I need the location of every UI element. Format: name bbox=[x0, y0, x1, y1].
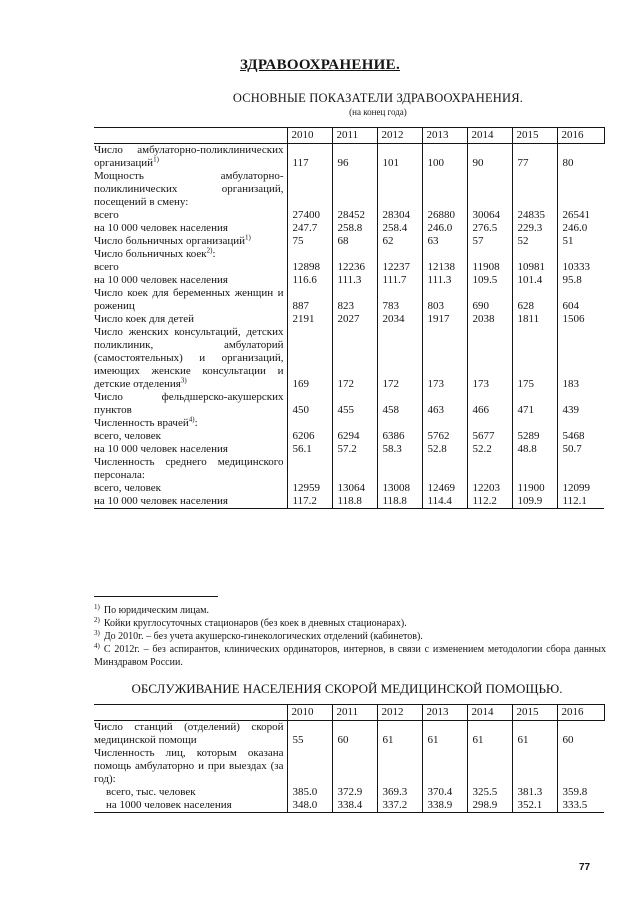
footnote-ref: 1) bbox=[245, 233, 251, 242]
cell-value bbox=[332, 747, 377, 786]
year-header: 2010 bbox=[287, 128, 332, 144]
cell-value bbox=[377, 248, 422, 261]
cell-value: 463 bbox=[422, 391, 467, 417]
cell-value: 1917 bbox=[422, 313, 467, 326]
cell-value bbox=[287, 456, 332, 482]
footnote-text: Койки круглосуточных стационаров (без коек в дневных стационарах). bbox=[103, 618, 407, 629]
page-title: ЗДРАВООХРАНЕНИЕ. bbox=[239, 57, 401, 73]
cell-value bbox=[512, 747, 557, 786]
footnote-ref: 3) bbox=[180, 376, 187, 385]
cell-value bbox=[467, 456, 512, 482]
row-label: Численность врачей$^{4)}$: bbox=[94, 415, 198, 429]
cell-value: 27400 bbox=[287, 209, 332, 222]
footnotes bbox=[94, 604, 606, 669]
table-row bbox=[94, 456, 604, 482]
cell-value: 51 bbox=[557, 235, 604, 248]
cell-value bbox=[557, 170, 604, 209]
cell-value: 60 bbox=[557, 721, 604, 748]
cell-value bbox=[557, 248, 604, 261]
cell-value: 13064 bbox=[332, 482, 377, 495]
cell-value bbox=[377, 747, 422, 786]
table-row bbox=[94, 274, 604, 287]
table-row bbox=[94, 261, 604, 274]
table-row bbox=[94, 417, 604, 430]
table-row bbox=[94, 144, 604, 171]
cell-value: 100 bbox=[422, 144, 467, 171]
row-label: на 1000 человек населения bbox=[94, 799, 287, 813]
cell-value: 458 bbox=[377, 391, 422, 417]
cell-value: 172 bbox=[332, 326, 377, 391]
table-row bbox=[94, 170, 604, 209]
cell-value: 359.8 bbox=[557, 786, 604, 799]
cell-value bbox=[557, 747, 604, 786]
cell-value: 246.0 bbox=[557, 222, 604, 235]
cell-value: 172 bbox=[377, 326, 422, 391]
table-note: (на конец года) bbox=[349, 107, 407, 117]
cell-value bbox=[512, 456, 557, 482]
cell-value: 101.4 bbox=[512, 274, 557, 287]
cell-value: 58.3 bbox=[377, 443, 422, 456]
footnote bbox=[94, 604, 606, 617]
cell-value: 80 bbox=[557, 144, 604, 171]
cell-value: 783 bbox=[377, 287, 422, 313]
table-header-row bbox=[94, 128, 604, 144]
cell-value: 26880 bbox=[422, 209, 467, 222]
cell-value: 2191 bbox=[287, 313, 332, 326]
cell-value: 5468 bbox=[557, 430, 604, 443]
cell-value: 247.7 bbox=[287, 222, 332, 235]
cell-value: 12237 bbox=[377, 261, 422, 274]
cell-value: 333.5 bbox=[557, 799, 604, 813]
row-label: всего bbox=[94, 209, 119, 221]
cell-value: 116.6 bbox=[287, 274, 332, 287]
ambulance-section-title: ОБСЛУЖИВАНИЕ НАСЕЛЕНИЯ СКОРОЙ МЕДИЦИНСКОЙ ПОМОЩЬЮ. bbox=[131, 681, 563, 696]
cell-value bbox=[557, 456, 604, 482]
cell-value bbox=[287, 417, 332, 430]
cell-value: 12203 bbox=[467, 482, 512, 495]
cell-value: 6386 bbox=[377, 430, 422, 443]
cell-value: 111.3 bbox=[422, 274, 467, 287]
year-header: 2016 bbox=[557, 128, 604, 144]
cell-value bbox=[512, 417, 557, 430]
year-header: 2012 bbox=[377, 705, 422, 721]
year-header: 2014 bbox=[467, 128, 512, 144]
cell-value bbox=[467, 747, 512, 786]
cell-value: 466 bbox=[467, 391, 512, 417]
page-number: 77 bbox=[579, 862, 591, 873]
cell-value: 6294 bbox=[332, 430, 377, 443]
cell-value: 2038 bbox=[467, 313, 512, 326]
cell-value: 455 bbox=[332, 391, 377, 417]
cell-value: 12898 bbox=[287, 261, 332, 274]
cell-value: 118.8 bbox=[377, 495, 422, 509]
cell-value: 2027 bbox=[332, 313, 377, 326]
cell-value: 690 bbox=[467, 287, 512, 313]
row-label: на 10 000 человек населения bbox=[94, 222, 228, 234]
cell-value: 298.9 bbox=[467, 799, 512, 813]
cell-value: 352.1 bbox=[512, 799, 557, 813]
cell-value bbox=[287, 170, 332, 209]
footnote-mark: 1) bbox=[94, 602, 100, 611]
cell-value: 169 bbox=[287, 326, 332, 391]
footnote bbox=[94, 630, 606, 643]
table-row bbox=[94, 313, 604, 326]
cell-value: 63 bbox=[422, 235, 467, 248]
footnote-text: До 2010г. – без учета акушерско-гинекологических отделений (кабинетов). bbox=[103, 631, 423, 642]
table-row bbox=[94, 209, 604, 222]
cell-value bbox=[467, 248, 512, 261]
cell-value: 348.0 bbox=[287, 799, 332, 813]
footnote-mark: 2) bbox=[94, 615, 100, 624]
cell-value: 109.9 bbox=[512, 495, 557, 509]
footnote-mark: 3) bbox=[94, 628, 100, 637]
footnote-ref: 2) bbox=[206, 246, 213, 255]
row-label: Число коек для беременных женщин и рожениц bbox=[94, 287, 284, 312]
cell-value: 52.2 bbox=[467, 443, 512, 456]
table-row bbox=[94, 747, 604, 786]
table-row bbox=[94, 287, 604, 313]
year-header: 2011 bbox=[332, 128, 377, 144]
cell-value: 60 bbox=[332, 721, 377, 748]
table-header-row bbox=[94, 705, 604, 721]
cell-value bbox=[422, 456, 467, 482]
cell-value bbox=[467, 417, 512, 430]
cell-value: 385.0 bbox=[287, 786, 332, 799]
cell-value: 10333 bbox=[557, 261, 604, 274]
row-label: Мощность амбулаторно-поликлинических организаций, посещений в смену: bbox=[94, 170, 284, 208]
row-label: Численность лиц, которым оказана помощь амбулаторно и при выездах (за год): bbox=[94, 747, 284, 785]
table-row bbox=[94, 721, 604, 748]
cell-value: 887 bbox=[287, 287, 332, 313]
cell-value: 26541 bbox=[557, 209, 604, 222]
cell-value: 439 bbox=[557, 391, 604, 417]
cell-value: 12469 bbox=[422, 482, 467, 495]
cell-value: 5677 bbox=[467, 430, 512, 443]
cell-value bbox=[287, 248, 332, 261]
cell-value: 30064 bbox=[467, 209, 512, 222]
cell-value bbox=[332, 417, 377, 430]
cell-value: 52 bbox=[512, 235, 557, 248]
year-header: 2013 bbox=[422, 128, 467, 144]
cell-value: 61 bbox=[377, 721, 422, 748]
year-header: 2011 bbox=[332, 705, 377, 721]
footnote-text: По юридическим лицам. bbox=[103, 605, 209, 616]
cell-value: 450 bbox=[287, 391, 332, 417]
row-label: на 10 000 человек населения bbox=[94, 443, 228, 455]
cell-value bbox=[512, 170, 557, 209]
table-row bbox=[94, 248, 604, 261]
cell-value: 372.9 bbox=[332, 786, 377, 799]
cell-value: 68 bbox=[332, 235, 377, 248]
cell-value: 24835 bbox=[512, 209, 557, 222]
cell-value: 56.1 bbox=[287, 443, 332, 456]
cell-value: 183 bbox=[557, 326, 604, 391]
health-indicators-table bbox=[94, 127, 605, 509]
cell-value: 5289 bbox=[512, 430, 557, 443]
cell-value bbox=[422, 417, 467, 430]
footnote bbox=[94, 617, 606, 630]
row-label: Число коек для детей bbox=[94, 313, 195, 325]
cell-value: 61 bbox=[422, 721, 467, 748]
year-header: 2015 bbox=[512, 128, 557, 144]
row-label: Число амбулаторно-поликлинических организаций$^{1)}$ bbox=[94, 144, 284, 169]
row-label: всего bbox=[94, 261, 119, 273]
cell-value: 57 bbox=[467, 235, 512, 248]
table-row bbox=[94, 443, 604, 456]
cell-value: 75 bbox=[287, 235, 332, 248]
cell-value: 52.8 bbox=[422, 443, 467, 456]
cell-value: 62 bbox=[377, 235, 422, 248]
cell-value: 370.4 bbox=[422, 786, 467, 799]
table-row bbox=[94, 482, 604, 495]
cell-value: 112.2 bbox=[467, 495, 512, 509]
row-label: всего, тыс. человек bbox=[106, 786, 196, 798]
cell-value: 111.7 bbox=[377, 274, 422, 287]
footnote-text: С 2012г. – без аспирантов, клинических ординаторов, интернов, в связи с изменением методологии сбора данных Минздравом России. bbox=[94, 644, 606, 668]
year-header: 2016 bbox=[557, 705, 604, 721]
cell-value: 276.5 bbox=[467, 222, 512, 235]
year-header: 2014 bbox=[467, 705, 512, 721]
year-header: 2015 bbox=[512, 705, 557, 721]
cell-value: 628 bbox=[512, 287, 557, 313]
cell-value bbox=[332, 248, 377, 261]
cell-value: 803 bbox=[422, 287, 467, 313]
cell-value: 12099 bbox=[557, 482, 604, 495]
cell-value: 48.8 bbox=[512, 443, 557, 456]
table-row bbox=[94, 430, 604, 443]
cell-value: 118.8 bbox=[332, 495, 377, 509]
cell-value: 229.3 bbox=[512, 222, 557, 235]
cell-value: 111.3 bbox=[332, 274, 377, 287]
cell-value bbox=[422, 747, 467, 786]
ambulance-table bbox=[94, 704, 605, 813]
cell-value: 117.2 bbox=[287, 495, 332, 509]
cell-value: 50.7 bbox=[557, 443, 604, 456]
cell-value: 369.3 bbox=[377, 786, 422, 799]
cell-value: 471 bbox=[512, 391, 557, 417]
cell-value: 28304 bbox=[377, 209, 422, 222]
cell-value bbox=[422, 248, 467, 261]
cell-value: 57.2 bbox=[332, 443, 377, 456]
row-label: Число фельдшерско-акушерских пунктов bbox=[94, 391, 284, 416]
cell-value: 61 bbox=[512, 721, 557, 748]
cell-value bbox=[467, 170, 512, 209]
cell-value: 2034 bbox=[377, 313, 422, 326]
row-label: Число больничных коек$^{2)}$: bbox=[94, 246, 216, 260]
row-label: всего, человек bbox=[94, 430, 162, 442]
cell-value: 101 bbox=[377, 144, 422, 171]
cell-value: 11900 bbox=[512, 482, 557, 495]
cell-value: 109.5 bbox=[467, 274, 512, 287]
cell-value: 55 bbox=[287, 721, 332, 748]
cell-value: 12138 bbox=[422, 261, 467, 274]
cell-value: 246.0 bbox=[422, 222, 467, 235]
health-indicators-title: ОСНОВНЫЕ ПОКАЗАТЕЛИ ЗДРАВООХРАНЕНИЯ. bbox=[232, 91, 524, 105]
year-header: 2012 bbox=[377, 128, 422, 144]
table-row bbox=[94, 326, 604, 391]
table-row bbox=[94, 799, 604, 813]
footnote-ref: 1) bbox=[153, 155, 159, 164]
cell-value: 173 bbox=[467, 326, 512, 391]
cell-value bbox=[377, 417, 422, 430]
cell-value: 258.8 bbox=[332, 222, 377, 235]
cell-value: 95.8 bbox=[557, 274, 604, 287]
cell-value: 90 bbox=[467, 144, 512, 171]
cell-value: 13008 bbox=[377, 482, 422, 495]
cell-value bbox=[287, 747, 332, 786]
cell-value: 325.5 bbox=[467, 786, 512, 799]
row-label: Численность среднего медицинского персонала: bbox=[94, 456, 284, 481]
cell-value: 338.9 bbox=[422, 799, 467, 813]
footnote-ref: 4) bbox=[188, 415, 195, 424]
cell-value bbox=[422, 170, 467, 209]
cell-value bbox=[377, 456, 422, 482]
row-label: на 10 000 человек населения bbox=[94, 495, 287, 509]
cell-value: 173 bbox=[422, 326, 467, 391]
cell-value: 1506 bbox=[557, 313, 604, 326]
cell-value: 114.4 bbox=[422, 495, 467, 509]
cell-value bbox=[332, 456, 377, 482]
cell-value: 12236 bbox=[332, 261, 377, 274]
cell-value: 337.2 bbox=[377, 799, 422, 813]
cell-value: 61 bbox=[467, 721, 512, 748]
cell-value: 112.1 bbox=[557, 495, 604, 509]
year-header: 2010 bbox=[287, 705, 332, 721]
table-row bbox=[94, 786, 604, 799]
cell-value: 10981 bbox=[512, 261, 557, 274]
cell-value bbox=[557, 417, 604, 430]
cell-value: 117 bbox=[287, 144, 332, 171]
footnote-mark: 4) bbox=[94, 641, 100, 650]
cell-value: 96 bbox=[332, 144, 377, 171]
cell-value: 823 bbox=[332, 287, 377, 313]
row-label: Число больничных организаций$^{1)}$ bbox=[94, 233, 251, 247]
cell-value: 338.4 bbox=[332, 799, 377, 813]
footnote bbox=[94, 643, 606, 669]
cell-value: 6206 bbox=[287, 430, 332, 443]
cell-value: 11908 bbox=[467, 261, 512, 274]
table-row bbox=[94, 495, 604, 509]
table-row bbox=[94, 391, 604, 417]
table-row bbox=[94, 235, 604, 248]
cell-value: 604 bbox=[557, 287, 604, 313]
cell-value: 175 bbox=[512, 326, 557, 391]
cell-value: 258.4 bbox=[377, 222, 422, 235]
cell-value: 12959 bbox=[287, 482, 332, 495]
row-label: на 10 000 человек населения bbox=[94, 274, 228, 286]
table-row bbox=[94, 222, 604, 235]
cell-value: 28452 bbox=[332, 209, 377, 222]
cell-value bbox=[332, 170, 377, 209]
row-label: Число женских консультаций, детских поликлиник, амбулаторий (самостоятельных) и организаций, имеющих женские консультации и детские отделения$^{3)}$ bbox=[94, 326, 284, 390]
year-header: 2013 bbox=[422, 705, 467, 721]
row-label: Число станций (отделений) скорой медицинской помощи bbox=[94, 721, 284, 746]
cell-value: 77 bbox=[512, 144, 557, 171]
cell-value: 1811 bbox=[512, 313, 557, 326]
cell-value: 381.3 bbox=[512, 786, 557, 799]
footnote-divider bbox=[94, 596, 218, 597]
row-label: всего, человек bbox=[94, 482, 162, 494]
cell-value bbox=[377, 170, 422, 209]
cell-value: 5762 bbox=[422, 430, 467, 443]
cell-value bbox=[512, 248, 557, 261]
